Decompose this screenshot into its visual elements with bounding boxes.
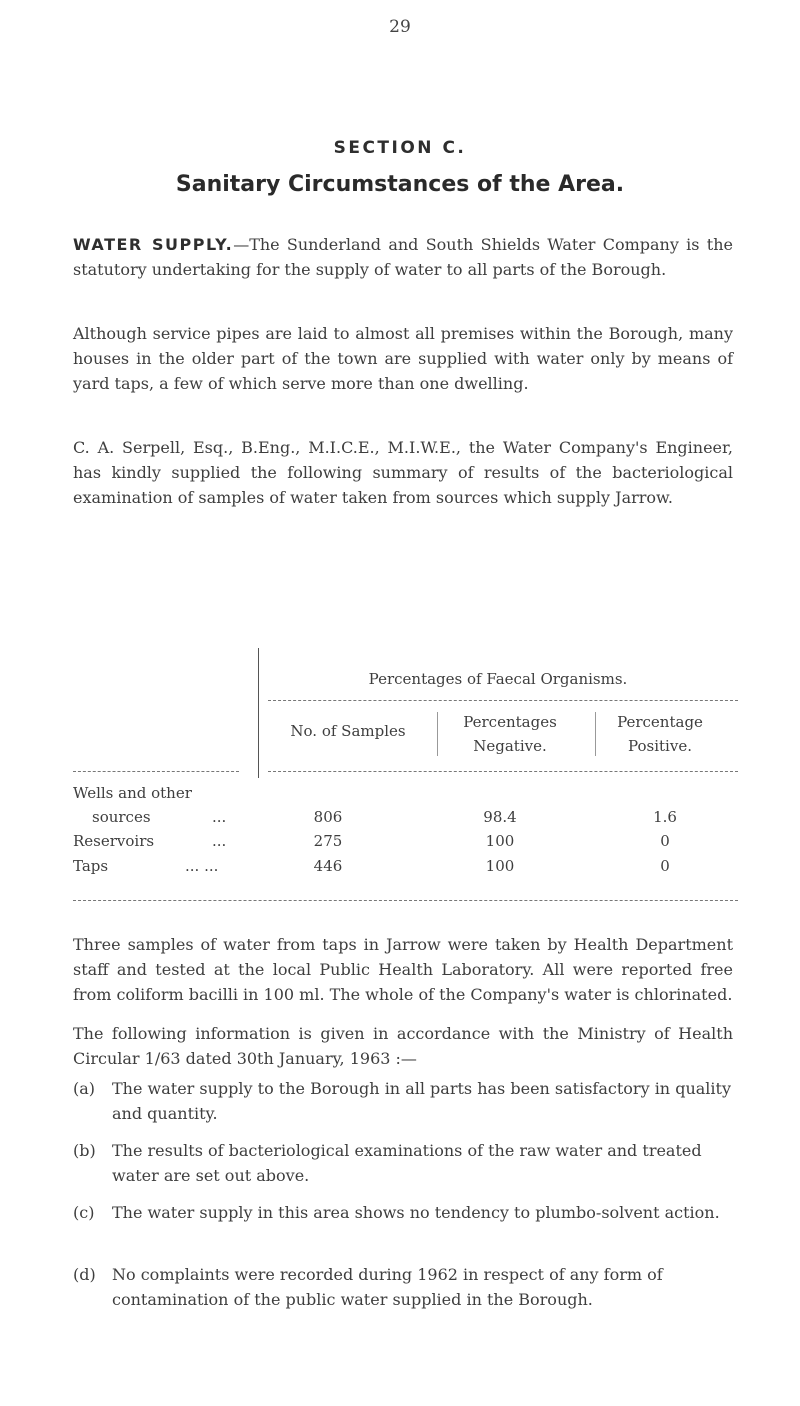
service-pipes-paragraph: Although service pipes are laid to almost all premises within the Borough, many houses in the older part of the town are supplied with water only by means of yard taps, a few of which serve more than one dwelling. xyxy=(73,324,733,393)
page-number: 29 xyxy=(389,17,411,37)
table-cell-samples: 806 xyxy=(313,808,343,826)
table-cell-samples: 275 xyxy=(313,832,343,850)
table-row-source: sources xyxy=(92,808,151,826)
list-item-text: No complaints were recorded during 1962 in respect of any form of contamination of the public water supplied in the Borough. xyxy=(112,1265,663,1309)
table-body-divider xyxy=(268,771,738,772)
list-item-marker: (d) xyxy=(73,1265,96,1284)
list-item-text: The water supply in this area shows no tendency to plumbo-solvent action. xyxy=(112,1203,720,1222)
section-heading: SECTION C. xyxy=(333,138,467,158)
water-supply-lead: WATER SUPPLY. xyxy=(73,235,234,254)
water-supply-paragraph xyxy=(73,232,733,282)
table-header-divider xyxy=(268,700,738,701)
taps-paragraph: Three samples of water from taps in Jarrow were taken by Health Department staff and tested at the local Public Health Laboratory. All were reported free from coliform bacilli in 100 ml. The whole of the Company's water is chlorinated. xyxy=(73,935,733,1004)
table-row-leader: ... ... xyxy=(185,857,219,875)
table-group-header: Percentages of Faecal Organisms. xyxy=(368,670,628,688)
list-item-marker: (a) xyxy=(73,1079,96,1098)
table-row-source: Reservoirs xyxy=(73,832,155,850)
table-cell-positive: 1.6 xyxy=(653,808,677,826)
table-cell-positive: 0 xyxy=(660,832,670,850)
table-cell-negative: 100 xyxy=(485,857,515,875)
table-cell-positive: 0 xyxy=(660,857,670,875)
table-row-leader: ... xyxy=(212,832,227,850)
list-item-marker: (b) xyxy=(73,1141,96,1160)
table-row-source: Taps xyxy=(73,857,109,875)
engineer-paragraph: C. A. Serpell, Esq., B.Eng., M.I.C.E., M.I.W.E., the Water Company's Engineer, has kindly supplied the following summary of results of the bacteriological examination of samples of water taken from sources which supply Jarrow. xyxy=(73,438,733,507)
list-item-marker: (c) xyxy=(73,1203,95,1222)
column-divider xyxy=(437,712,438,756)
column-header-negative: Percentages Negative. xyxy=(463,713,557,755)
table-cell-negative: 98.4 xyxy=(483,808,517,826)
table-row-leader: ... xyxy=(212,808,227,826)
table-cell-samples: 446 xyxy=(313,857,343,875)
column-header-samples: No. of Samples xyxy=(290,722,406,740)
table-stub-divider xyxy=(73,771,239,772)
page-title: Sanitary Circumstances of the Area. xyxy=(175,172,625,197)
water-supply-text: —The Sunderland and South Shields Water Company is the statutory undertaking for the supply of water to all parts of the Borough. xyxy=(73,235,733,279)
table-cell-negative: 100 xyxy=(485,832,515,850)
table-row-source-line: Wells and other xyxy=(73,784,192,802)
table-bottom-rule xyxy=(73,900,738,901)
circular-paragraph: The following information is given in accordance with the Ministry of Health Circular 1/63 dated 30th January, 1963 :— xyxy=(73,1024,733,1068)
column-header-positive: Percentage Positive. xyxy=(617,713,703,755)
column-divider xyxy=(595,712,596,756)
list-item-text: The results of bacteriological examinations of the raw water and treated water are set out above. xyxy=(112,1141,702,1185)
list-item-text: The water supply to the Borough in all parts has been satisfactory in quality and quantity. xyxy=(112,1079,731,1123)
